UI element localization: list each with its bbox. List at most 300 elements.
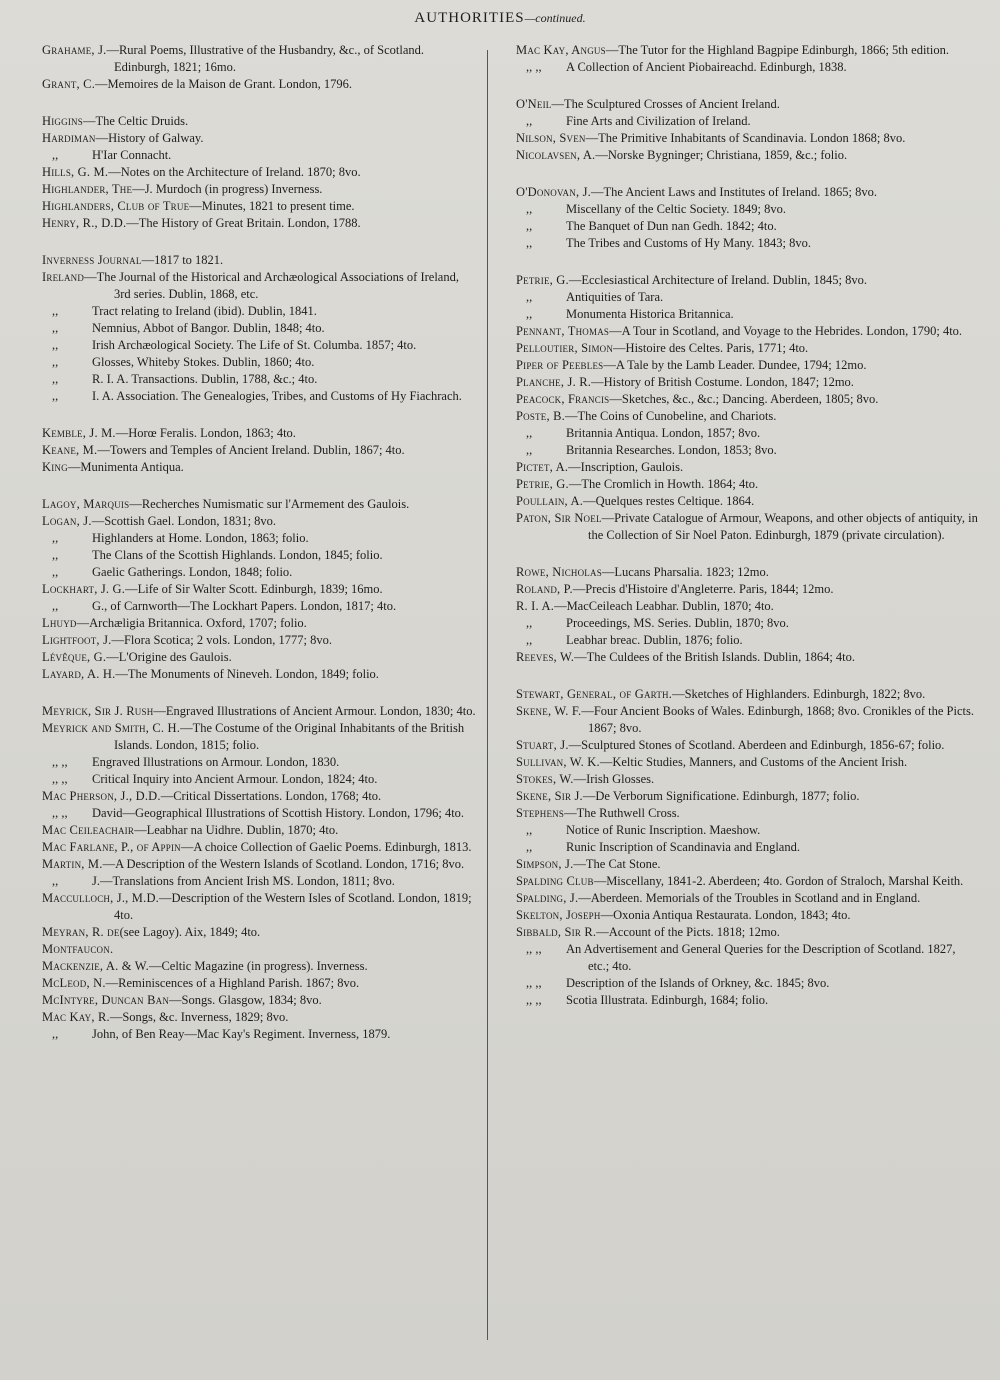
bibliography-entry [496,615,978,632]
entry-text: Critical Inquiry into Ancient Armour. London, 1824; 4to. [92,772,378,786]
bibliography-entry [22,771,477,788]
entry-author: ,, [52,1027,59,1041]
entry-author: Inverness Journal [42,253,142,267]
entry-author: Mac Farlane, P., of Appin [42,840,181,854]
entry-author: Stephens [516,806,565,820]
entry-author: Poullain, A. [516,494,584,508]
entry-text: —The Cat Stone. [573,857,661,871]
bibliography-entry [496,686,978,703]
entry-text: —Songs, &c. Inverness, 1829; 8vo. [109,1010,289,1024]
entry-author: Sullivan, W. K. [516,755,600,769]
entry-text: —Archæligia Britannica. Oxford, 1707; folio. [76,616,307,630]
entry-text: —Critical Dissertations. London, 1768; 4to. [160,789,382,803]
entry-text: —1817 to 1821. [141,253,224,267]
entry-text: Runic Inscription of Scandinavia and England. [566,840,800,854]
bibliography-entry [22,76,477,93]
entry-text: David—Geographical Illustrations of Scottish History. London, 1796; 4to. [92,806,465,820]
bibliography-entry [496,924,978,941]
entry-text: I. A. Association. The Genealogies, Tribes, and Customs of Hy Fiachrach. [92,389,462,403]
bibliography-entry [496,96,978,113]
bibliography-entry [496,340,978,357]
entry-author: Logan, J. [42,514,92,528]
entry-author: Spalding, J. [516,891,579,905]
entry-author: ,, [52,874,59,888]
entry-group [22,425,477,476]
left-column [22,42,477,1063]
entry-text: Britannia Researches. London, 1853; 8vo. [566,443,777,457]
entry-text: Antiquities of Tara. [566,290,664,304]
entry-text: Irish Archæological Society. The Life of St. Columba. 1857; 4to. [92,338,417,352]
bibliography-entry [22,130,477,147]
bibliography-entry [496,374,978,391]
entry-text: An Advertisement and General Queries for the Description of Scotland. 1827, etc.; 4to. [566,942,956,973]
entry-author: Reeves, W. [516,650,575,664]
header-title: AUTHORITIES [414,10,525,26]
entry-text: —Leabhar na Uidhre. Dublin, 1870; 4to. [134,823,339,837]
entry-text: —Munimenta Antiqua. [67,460,184,474]
bibliography-entry [496,42,978,59]
entry-author: Nicolavsen, A. [516,148,596,162]
page-header [0,10,1000,27]
bibliography-entry [496,218,978,235]
entry-author: Highlander, The [42,182,133,196]
entry-text: —Oxonia Antiqua Restaurata. London, 1843; 4to. [600,908,851,922]
entry-author: Stewart, General, of Garth. [516,687,673,701]
bibliography-entry [22,805,477,822]
bibliography-entry [22,1026,477,1043]
entry-text: Leabhar breac. Dublin, 1876; folio. [566,633,743,647]
bibliography-entry [22,113,477,130]
entry-text: —Histoire des Celtes. Paris, 1771; 4to. [613,341,809,355]
bibliography-entry [496,975,978,992]
entry-text: Britannia Antiqua. London, 1857; 8vo. [566,426,761,440]
entry-author: Sibbald, Sir R. [516,925,597,939]
bibliography-entry [22,147,477,164]
column-divider [487,50,488,1340]
bibliography-entry [22,598,477,615]
bibliography-entry [22,371,477,388]
entry-text: R. I. A. Transactions. Dublin, 1788, &c.; 4to. [92,372,318,386]
entry-author: ,, [52,148,59,162]
entry-text: —Rural Poems, Illustrative of the Husbandry, &c., of Scotland. Edinburgh, 1821; 16mo. [106,43,425,74]
bibliography-entry [22,890,477,924]
entry-text: The Clans of the Scottish Highlands. London, 1845; folio. [92,548,383,562]
bibliography-entry [496,323,978,340]
entry-author: ,, [526,219,533,233]
entry-author: Petrie, G. [516,273,569,287]
entry-group [22,703,477,1043]
bibliography-entry [22,513,477,530]
bibliography-entry [496,442,978,459]
entry-text: —Sketches of Highlanders. Edinburgh, 1822; 8vo. [672,687,926,701]
entry-author: Peacock, Francis [516,392,610,406]
entry-text: The Banquet of Dun nan Gedh. 1842; 4to. [566,219,777,233]
entry-text: —Description of the Western Isles of Scotland. London, 1819; 4to. [114,891,472,922]
bibliography-entry [496,632,978,649]
entry-text: —The Culdees of the British Islands. Dublin, 1864; 4to. [574,650,856,664]
bibliography-entry [496,805,978,822]
bibliography-entry [22,666,477,683]
bibliography-entry [496,564,978,581]
entry-author: Highlanders, Club of True [42,199,190,213]
entry-text: —Sketches, &c., &c.; Dancing. Aberdeen, 1805; 8vo. [609,392,879,406]
entry-author: Spalding Club [516,874,594,888]
entry-text: —A Description of the Western Islands of Scotland. London, 1716; 8vo. [102,857,465,871]
entry-text: —The Costume of the Original Inhabitants of the British Islands. London, 1815; folio. [114,721,465,752]
entry-text: —Scottish Gael. London, 1831; 8vo. [91,514,277,528]
bibliography-entry [22,1009,477,1026]
entry-author: ,, ,, [526,60,542,74]
bibliography-entry [496,839,978,856]
bibliography-entry [22,459,477,476]
entry-author: Stuart, J. [516,738,569,752]
entry-text: G., of Carnworth—The Lockhart Papers. London, 1817; 4to. [92,599,397,613]
entry-author: ,, [52,565,59,579]
bibliography-entry [22,839,477,856]
entry-author: ,, ,, [52,806,68,820]
entry-text: —The Sculptured Crosses of Ancient Ireland. [551,97,780,111]
entry-author: Ireland [42,270,85,284]
entry-text: Tract relating to Ireland (ibid). Dublin, 1841. [92,304,317,318]
entry-text: Scotia Illustrata. Edinburgh, 1684; folio. [566,993,769,1007]
entry-text: —Engraved Illustrations of Ancient Armour. London, 1830; 4to. [153,704,476,718]
entry-text: —The Monuments of Nineveh. London, 1849; folio. [115,667,379,681]
bibliography-entry [496,130,978,147]
bibliography-entry [22,649,477,666]
entry-text: —The Ancient Laws and Institutes of Ireland. 1865; 8vo. [590,185,878,199]
entry-text: Notice of Runic Inscription. Maeshow. [566,823,761,837]
entry-author: Meyran, R. de [42,925,120,939]
entry-author: Skelton, Joseph [516,908,601,922]
entry-text: Proceedings, MS. Series. Dublin, 1870; 8vo. [566,616,789,630]
entry-text: —The Ruthwell Cross. [564,806,680,820]
bibliography-entry [496,822,978,839]
entry-text: —Four Ancient Books of Wales. Edinburgh, 1868; 8vo. Cronikles of the Picts. 1867; 8vo. [581,704,974,735]
entry-author: O'Neil [516,97,552,111]
bibliography-entry [22,42,477,76]
bibliography-entry [22,822,477,839]
entry-text: —Ecclesiastical Architecture of Ireland. Dublin, 1845; 8vo. [568,273,868,287]
entry-author: Higgins [42,114,83,128]
bibliography-entry [22,388,477,405]
entry-text: —A Tale by the Lamb Leader. Dundee, 1794; 12mo. [603,358,867,372]
entry-author: ,, [526,616,533,630]
entry-group [496,686,978,1009]
entry-author: ,, [52,389,59,403]
entry-text: Highlanders at Home. London, 1863; folio. [92,531,309,545]
entry-author: Kemble, J. M. [42,426,116,440]
entry-text: J.—Translations from Ancient Irish MS. London, 1811; 8vo. [92,874,395,888]
bibliography-entry [22,269,477,303]
entry-text: —Celtic Magazine (in progress). Inverness. [148,959,368,973]
bibliography-entry [496,425,978,442]
entry-text: —MacCeileach Leabhar. Dublin, 1870; 4to. [554,599,774,613]
entry-text: —Private Catalogue of Armour, Weapons, and other objects of antiquity, in the Collection of Sir Noel Paton. Edinburgh, 1879 (private circulation). [588,511,978,542]
entry-text: —The Coins of Cunobeline, and Chariots. [564,409,777,423]
entry-text: —The Journal of the Historical and Archæological Associations of Ireland, 3rd series. Dublin, 1868, etc. [84,270,459,301]
entry-text: —Recherches Numismatic sur l'Armement des Gaulois. [129,497,410,511]
entry-author: Hardiman [42,131,96,145]
entry-group [496,564,978,666]
bibliography-entry [22,320,477,337]
entry-author: King [42,460,68,474]
bibliography-entry [22,564,477,581]
entry-text: —L'Origine des Gaulois. [106,650,232,664]
entry-group [22,113,477,232]
entry-group [22,252,477,405]
bibliography-entry [496,272,978,289]
bibliography-entry [496,907,978,924]
entry-author: Mac Kay, R. [42,1010,110,1024]
entry-text: A Collection of Ancient Piobaireachd. Edinburgh, 1838. [566,60,847,74]
bibliography-entry [496,510,978,544]
entry-author: Grahame, J. [42,43,107,57]
entry-author: Nilson, Sven [516,131,586,145]
bibliography-entry [22,252,477,269]
bibliography-entry [22,632,477,649]
right-column [496,42,978,1029]
entry-text: —Account of the Picts. 1818; 12mo. [596,925,780,939]
entry-author: ,, [526,307,533,321]
entry-text: Fine Arts and Civilization of Ireland. [566,114,751,128]
entry-group [496,184,978,252]
entry-author: Grant, C. [42,77,96,91]
entry-text: —History of British Costume. London, 1847; 12mo. [591,375,854,389]
entry-text: —The Primitive Inhabitants of Scandinavia. London 1868; 8vo. [585,131,906,145]
entry-text: (see Lagoy). Aix, 1849; 4to. [119,925,261,939]
entry-author: McIntyre, Duncan Ban [42,993,170,1007]
entry-text: Gaelic Gatherings. London, 1848; folio. [92,565,293,579]
bibliography-entry [22,615,477,632]
entry-group [496,96,978,164]
entry-author: Simpson, J. [516,857,574,871]
entry-text: The Tribes and Customs of Hy Many. 1843; 8vo. [566,236,812,250]
entry-author: Poste, B. [516,409,565,423]
bibliography-entry [496,941,978,975]
entry-author: O'Donovan, J. [516,185,591,199]
entry-author: McLeod, N. [42,976,106,990]
entry-text: —Miscellany, 1841-2. Aberdeen; 4to. Gordon of Straloch, Marshal Keith. [593,874,964,888]
bibliography-entry [496,235,978,252]
entry-author: Martin, M. [42,857,103,871]
entry-author: Henry, R., D.D. [42,216,127,230]
entry-text: Nemnius, Abbot of Bangor. Dublin, 1848; 4to. [92,321,325,335]
bibliography-entry [496,306,978,323]
bibliography-entry [22,975,477,992]
entry-author: Macculloch, J., M.D. [42,891,159,905]
entry-text: —Minutes, 1821 to present time. [189,199,355,213]
bibliography-entry [496,391,978,408]
bibliography-entry [22,303,477,320]
bibliography-entry [496,113,978,130]
entry-author: ,, [52,548,59,562]
entry-text: —Inscription, Gaulois. [568,460,684,474]
bibliography-entry [496,408,978,425]
bibliography-entry [22,425,477,442]
entry-text: —Norske Bygninger; Christiana, 1859, &c.; folio. [595,148,848,162]
entry-text: —Lucans Pharsalia. 1823; 12mo. [601,565,769,579]
entry-author: Layard, A. H. [42,667,116,681]
entry-author: ,, ,, [526,976,542,990]
entry-author: ,, [526,202,533,216]
entry-text: Engraved Illustrations on Armour. London, 1830. [92,755,340,769]
entry-group [22,496,477,683]
entry-author: Petrie, G. [516,477,569,491]
bibliography-entry [22,164,477,181]
entry-group [496,272,978,544]
entry-author: Mac Kay, Angus [516,43,606,57]
entry-author: R. I. A. [516,599,555,613]
entry-author: Stokes, W. [516,772,574,786]
bibliography-entry [496,754,978,771]
entry-text: —J. Murdoch (in progress) Inverness. [132,182,323,196]
bibliography-entry [496,201,978,218]
bibliography-entry [22,720,477,754]
entry-author: Rowe, Nicholas [516,565,602,579]
entry-text: —The Cromlich in Howth. 1864; 4to. [568,477,759,491]
entry-author: Roland, P. [516,582,573,596]
bibliography-entry [496,289,978,306]
entry-text: —A Tour in Scotland, and Voyage to the Hebrides. London, 1790; 4to. [609,324,963,338]
entry-author: ,, ,, [52,755,68,769]
entry-author: Pictet, A. [516,460,569,474]
bibliography-entry [22,337,477,354]
bibliography-entry [22,788,477,805]
entry-author: ,, [52,531,59,545]
bibliography-entry [22,703,477,720]
entry-text: —Life of Sir Walter Scott. Edinburgh, 1839; 16mo. [125,582,383,596]
bibliography-entry [22,442,477,459]
entry-text: —Reminiscences of a Highland Parish. 1867; 8vo. [105,976,360,990]
bibliography-entry [496,581,978,598]
bibliography-entry [496,459,978,476]
entry-author: ,, [52,321,59,335]
bibliography-entry [496,649,978,666]
entry-author: ,, [526,426,533,440]
entry-text: Miscellany of the Celtic Society. 1849; 8vo. [566,202,786,216]
entry-author: Planche, J. R. [516,375,592,389]
entry-text: —The History of Great Britain. London, 1788. [126,216,361,230]
bibliography-entry [22,198,477,215]
bibliography-entry [496,184,978,201]
entry-text: —Sculptured Stones of Scotland. Aberdeen and Edinburgh, 1856-67; folio. [568,738,945,752]
bibliography-entry [496,856,978,873]
entry-author: Lhuyd [42,616,77,630]
entry-author: ,, [526,114,533,128]
entry-author: Meyrick, Sir J. Rush [42,704,154,718]
entry-text: —Notes on the Architecture of Ireland. 1870; 8vo. [108,165,361,179]
entry-author: Mackenzie, A. & W. [42,959,149,973]
bibliography-entry [22,530,477,547]
entry-group [22,42,477,93]
entry-author: Mac Pherson, J., D.D. [42,789,161,803]
bibliography-entry [496,598,978,615]
bibliography-entry [22,992,477,1009]
entry-author: ,, [526,840,533,854]
bibliography-entry [496,493,978,510]
bibliography-entry [496,788,978,805]
bibliography-entry [496,890,978,907]
bibliography-entry [22,181,477,198]
entry-text: —Songs. Glasgow, 1834; 8vo. [169,993,322,1007]
bibliography-entry [22,215,477,232]
bibliography-entry [22,754,477,771]
entry-author: ,, [526,633,533,647]
entry-text: —Towers and Temples of Ancient Ireland. Dublin, 1867; 4to. [97,443,405,457]
entry-author: Skene, W. F. [516,704,582,718]
entry-text: H'Iar Connacht. [92,148,172,162]
entry-author: Pennant, Thomas [516,324,610,338]
bibliography-entry [496,992,978,1009]
bibliography-entry [496,703,978,737]
entry-author: Paton, Sir Noel [516,511,602,525]
entry-text: —Aberdeen. Memorials of the Troubles in Scotland and in England. [578,891,921,905]
bibliography-entry [22,354,477,371]
bibliography-entry [496,357,978,374]
entry-author: Piper of Peebles [516,358,604,372]
bibliography-entry [22,873,477,890]
entry-author: ,, [526,290,533,304]
bibliography-entry [22,547,477,564]
bibliography-entry [496,147,978,164]
entry-text: —Keltic Studies, Manners, and Customs of the Ancient Irish. [599,755,908,769]
entry-author: ,, [52,304,59,318]
entry-author: Montfaucon. [42,942,114,956]
bibliography-entry [22,581,477,598]
entry-author: ,, [526,236,533,250]
entry-author: ,, [52,599,59,613]
entry-author: ,, ,, [52,772,68,786]
entry-text: —Flora Scotica; 2 vols. London, 1777; 8vo. [111,633,332,647]
entry-text: Monumenta Historica Britannica. [566,307,734,321]
bibliography-entry [496,873,978,890]
entry-text: Glosses, Whiteby Stokes. Dublin, 1860; 4to. [92,355,315,369]
entry-author: ,, ,, [526,942,542,956]
bibliography-entry [22,941,477,958]
entry-text: John, of Ben Reay—Mac Kay's Regiment. Inverness, 1879. [92,1027,391,1041]
entry-author: Meyrick and Smith, C. H. [42,721,181,735]
entry-text: —Irish Glosses. [573,772,655,786]
entry-author: ,, [526,823,533,837]
bibliography-entry [22,856,477,873]
entry-author: Pelloutier, Simon [516,341,614,355]
entry-text: —A choice Collection of Gaelic Poems. Edinburgh, 1813. [180,840,472,854]
entry-text: —Precis d'Histoire d'Angleterre. Paris, 1844; 12mo. [572,582,834,596]
entry-author: Lockhart, J. G. [42,582,126,596]
entry-text: —History of Galway. [95,131,204,145]
entry-author: ,, [52,372,59,386]
entry-author: ,, [52,338,59,352]
entry-author: Keane, M. [42,443,98,457]
bibliography-entry [22,924,477,941]
entry-group [496,42,978,76]
bibliography-entry [496,737,978,754]
header-continued: —continued. [524,11,586,25]
entry-author: Hills, G. M. [42,165,109,179]
entry-author: Lévêque, G. [42,650,107,664]
entry-text: —The Celtic Druids. [82,114,189,128]
bibliography-entry [22,958,477,975]
entry-author: ,, ,, [526,993,542,1007]
bibliography-entry [496,476,978,493]
bibliography-entry [496,771,978,788]
entry-text: —Horœ Feralis. London, 1863; 4to. [115,426,296,440]
entry-author: Skene, Sir J. [516,789,583,803]
entry-text: —De Verborum Significatione. Edinburgh, 1877; folio. [582,789,860,803]
entry-author: Lightfoot, J. [42,633,112,647]
bibliography-entry [496,59,978,76]
entry-text: —The Tutor for the Highland Bagpipe Edinburgh, 1866; 5th edition. [605,43,949,57]
